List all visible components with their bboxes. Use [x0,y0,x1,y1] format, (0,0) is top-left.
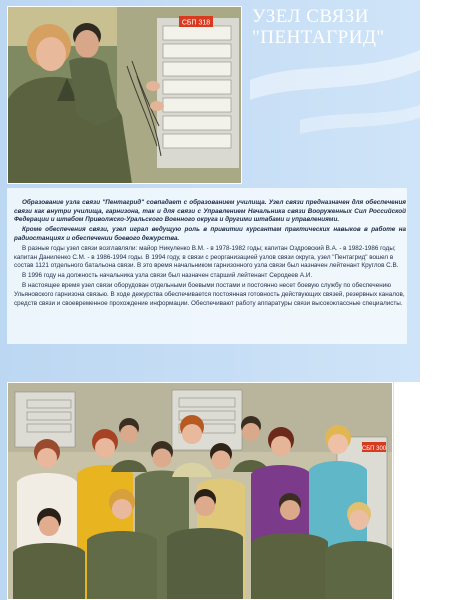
top-photo [7,6,242,184]
paragraph-present: В настоящее время узел связи оборудован отдельными боевыми постами и постоянно несет боевую службу по обеспечению Ульяновского гарнизона связью. В ходе дежурства обеспечивается постоянная готовность действующих связей, резервных каналов, средств связи и своевременное прохождение информации. Обеспечивают работу аппаратуры связи высококлассные специалисты. [14,282,405,307]
paragraph-history: В разные годы узел связи возглавляли: майор Никуленко В.М. - в 1978-1982 годы; капитан Оздровский В.А. - в 1982-1986 годы; капитан Даниленко С.М. - в 1986-1994 годы. В 1994 году, в связи с реорганизацией узлов связи округа, узел "Пентагрид" вошел в состав 1121 отдельного батальона связи. В это время начальником гарнизонного узла связи был назначен лейтенант Круглов С.В. [14,244,399,270]
title-line-2: "ПЕНТАГРИД" [252,27,385,48]
article-text [14,199,406,310]
top-photo-sign: СБП 318 [181,19,211,27]
group-photo-sign: СБП 300 [361,446,387,452]
group-photo [7,382,393,600]
paragraph-intro: Образование узла связи "Пентагрид" совпадает с образованием училища. Узел связи предназначен для обеспечения связи как внутри училища, гарнизона, так и для связи с Управлением Начальника связи Вооруженных Сил Российской Федерации и штабом Приволжско-Уральского Военного округа и другими штабами и управлениями. [14,199,406,224]
title-line-1: УЗЕЛ СВЯЗИ [252,6,370,27]
paragraph-role: Кроме обеспечения связи, узел играл ведущую роль в привитии курсантам практических навыков в работе на радиостанциях и обеспечении боевого дежурства. [14,226,406,242]
page-title [252,6,402,48]
paragraph-appointment: В 1996 году на должность начальника узла связи был назначен старший лейтенант Серодеев А.И. [22,272,313,280]
